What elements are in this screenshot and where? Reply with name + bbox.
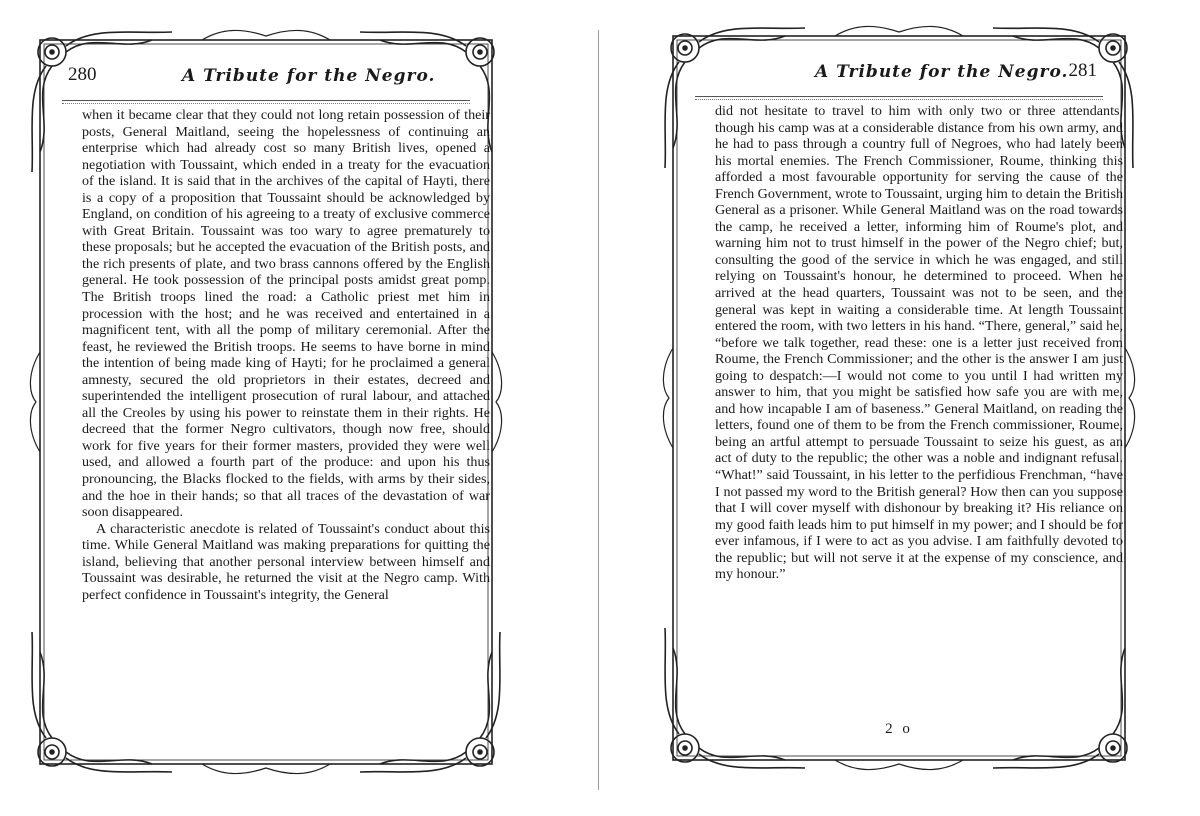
right-page [599, 0, 1200, 816]
header-rule-dotted [62, 103, 470, 105]
page-header [695, 58, 1103, 92]
ornamental-frame [22, 22, 510, 782]
page-number: 280 [68, 64, 97, 85]
running-title: A Tribute for the Negro. [815, 62, 1069, 82]
corner-flourish-br [360, 632, 500, 772]
header-rule [695, 96, 1103, 98]
left-page [0, 0, 598, 816]
page-header [62, 62, 470, 96]
header-rule-dotted [695, 99, 1103, 101]
running-title: A Tribute for the Negro. [182, 66, 436, 86]
header-rule [62, 100, 470, 102]
paragraph: did not hesitate to travel to him with only two or three attendants, though his camp was at a considerable distance from his own army, and he had to pass through a country full of Negroes, who had lately been his mortal enemies. The French Commissioner, Roume, thinking this afforded a most favourable opportunity for serving the cause of the French Government, wrote to Toussaint, urging him to detain the British General as a prisoner. While General Maitland was on the road towards the camp, he received a letter, informing him of Roume's plot, and warning him not to trust himself in the power of the Negro chief; but, consulting the good of the service in which he was engaged, and still relying on Toussaint's honour, he determined to proceed. When he arrived at the head quarters, Toussaint was not to be seen, and the general was kept in waiting a considerable time. At length Toussaint entered the room, with two letters in his hand. “There, general,” said he, “before we talk together, read these: one is a letter just received from Roume, the French Commissioner; and the other is the answer I am just going to despatch:—I would not come to you until I had written my answer to him, that you might be satisfied how safe you are with me, and how incapable I am of baseness.” General Maitland, on reading the letters, found one of them to be from the French commissioner, Roume, being an artful attempt to persuade Toussaint to seize his guest, as an act of duty to the republic; the other was a noble and indignant refusal. “What!” said Toussaint, in his letter to the perfidious Frenchman, “have I not passed my word to the British general? How then can you suppose that I will cover myself with dishonour by breaking it? His reliance on my good faith leads him to put himself in my power; and I should be for ever infamous, if I were to act as you advise. I am faithfully devoted to the republic; but will not serve it at the expense of my conscience, and my honour.” [715, 103, 1123, 583]
page-body-text [82, 107, 490, 603]
page-number: 281 [1068, 60, 1097, 81]
paragraph: A characteristic anecdote is related of Toussaint's conduct about this time. While General Maitland was making preparations for quitting the island, believing that another personal interview between himself and Toussaint was desirable, he returned the visit at the Negro camp. With perfect confidence in Toussaint's integrity, the General [82, 520, 490, 603]
page-body-text [715, 103, 1123, 583]
paragraph: when it became clear that they could not long retain possession of their posts, General Maitland, seeing the hopelessness of continuing an enterprise which had already cost so many British lives, opened a negotiation with Toussaint, which ended in a treaty for the evacuation of the island. It is said that in the archives of the capital of Hayti, there is a copy of a proposition that Toussaint should be acknowledged by England, on condition of his agreeing to a treaty of exclusive commerce with Great Britain. Toussaint was too wary to agree prematurely to these proposals; but he accepted the evacuation of the British posts, and the rich presents of plate, and two brass cannons offered by the English general. He took possession of the principal posts amidst great pomp. The British troops lined the road: a Catholic priest met him in procession with the host; and he was received and entertained in a magnificent tent, with all the pomp of military ceremonial. After the feast, he reviewed the British troops. He seems to have borne in mind the intention of being made king of Hayti; for he proclaimed a general amnesty, secured the old proprietors in their estates, decreed and superintended the intelligent prosecution of rural labour, and attached all the Creoles by using his power to reinstate them in their rights. He decreed that the former Negro cultivators, though now free, should work for five years for their former masters, provided they were well used, and allowed a fourth part of the produce: and upon his thus pronouncing, the Blacks flocked to the fields, with arms by their sides, and the hoe in their hands; so that all traces of the devastation of war soon disappeared. [82, 107, 490, 521]
corner-flourish-bl [665, 628, 805, 768]
signature-mark: 2 o [885, 721, 913, 737]
corner-flourish-bl [32, 632, 172, 772]
ornamental-frame [655, 18, 1143, 778]
corner-flourish-br [993, 648, 1127, 768]
